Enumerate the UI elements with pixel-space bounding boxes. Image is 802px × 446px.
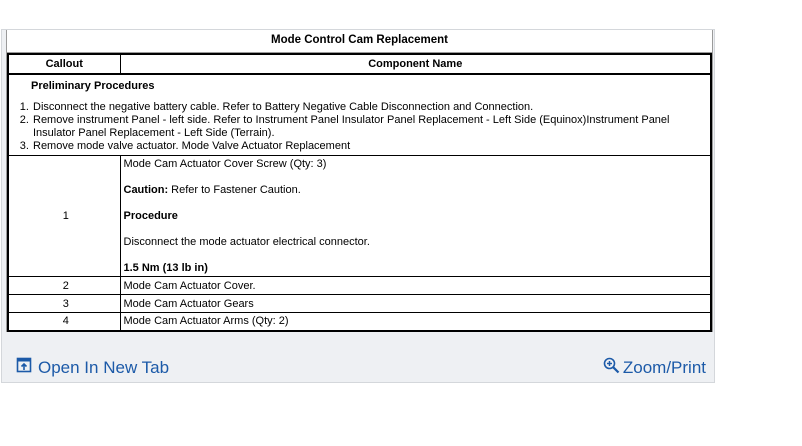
document-content (6, 30, 713, 332)
zoom-print-link[interactable] (603, 357, 706, 379)
component-name: Mode Cam Actuator Gears (120, 295, 711, 313)
table-row (8, 277, 711, 295)
open-new-tab-icon (16, 357, 32, 378)
preliminary-row (8, 74, 711, 156)
preliminary-step: 1. Disconnect the negative battery cable. Refer to Battery Negative Cable Disconnection and Connection. (32, 101, 710, 114)
procedure-label: Procedure (123, 210, 178, 222)
caution-label: Caution: (123, 184, 169, 196)
preliminary-steps-list (9, 101, 710, 153)
component-name: Mode Cam Actuator Cover. (120, 277, 711, 295)
callout-number: 4 (8, 313, 120, 331)
table-row (8, 313, 711, 331)
component-name: Mode Cam Actuator Arms (Qty: 2) (120, 313, 711, 331)
preliminary-step: 2. Remove instrument Panel - left side. Refer to Instrument Panel Insulator Panel Replacement - Left Side (Equinox)Instrument Panel Insulator Panel Replacement - Left Side (Terrain). (32, 114, 710, 140)
open-in-new-tab-label: Open In New Tab (38, 357, 170, 377)
component-column-header: Component Name (120, 54, 711, 74)
component-name: Mode Cam Actuator Cover Screw (Qty: 3) (123, 158, 327, 170)
preliminary-heading: Preliminary Procedures (31, 80, 155, 92)
open-in-new-tab-link[interactable] (16, 357, 169, 378)
magnifier-plus-icon (603, 357, 620, 379)
table-row (8, 156, 711, 277)
callout-number: 2 (8, 277, 120, 295)
callout-number: 3 (8, 295, 120, 313)
zoom-print-label: Zoom/Print (622, 358, 706, 377)
caution-note (124, 183, 711, 197)
table-row (8, 295, 711, 313)
preliminary-cell (8, 74, 711, 156)
document-title: Mode Control Cam Replacement (7, 30, 712, 53)
callout-number: 1 (8, 156, 120, 277)
document-viewer-panel (1, 29, 715, 383)
component-table (7, 53, 712, 332)
callout-column-header: Callout (8, 54, 120, 74)
component-cell (120, 156, 711, 277)
table-header-row (8, 54, 711, 74)
torque-spec: 1.5 Nm (13 lb in) (123, 262, 208, 274)
procedure-text: Disconnect the mode actuator electrical connector. (123, 236, 370, 248)
preliminary-step: 3. Remove mode valve actuator. Mode Valve Actuator Replacement (32, 140, 710, 153)
viewer-footer (2, 352, 714, 380)
caution-text: Refer to Fastener Caution. (168, 184, 301, 196)
